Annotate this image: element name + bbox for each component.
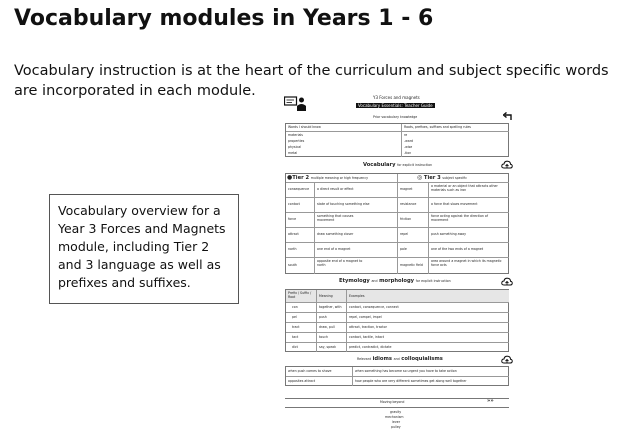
tier3-word: magnetic field: [400, 263, 423, 267]
etym-meaning: draw, pull: [319, 325, 335, 329]
idioms-heading: Relevant idioms and colloquialisms: [357, 356, 443, 362]
prior-root: -ward: [404, 139, 413, 143]
fast-forward-icon: »»: [487, 398, 494, 404]
callout-box: Vocabulary overview for a Year 3 Forces and Magnets module, including Tier 2 and 3 language as well as prefixes and suffixes.: [49, 194, 239, 304]
page-title: Vocabulary modules in Years 1 - 6: [14, 6, 434, 31]
doc-subtitle: Vocabulary Essentials: Teacher Guide: [358, 103, 433, 108]
tier3-word: pole: [400, 247, 407, 251]
prior-col-roots: Roots, prefixes, suffixes and spelling rules: [404, 125, 471, 129]
etym-root: tact: [292, 335, 299, 339]
tier3-def: push something away: [431, 232, 467, 236]
prior-word: physical: [288, 145, 302, 149]
etym-col-prefix: Prefix / Suffix / Root: [288, 291, 312, 299]
tier3-def: force acting against the direction of movement: [431, 214, 488, 222]
return-arrow-icon: [503, 112, 513, 121]
tier2-def: one end of a magnet: [317, 247, 351, 251]
tier2-word: consequence: [288, 187, 310, 191]
beyond-word: pulley: [391, 425, 401, 429]
tier2-word: contact: [288, 202, 300, 206]
doc-title: Y3 Forces and magnets: [373, 95, 420, 100]
tier2-def: something that causes movement: [317, 214, 354, 222]
etym-meaning: together, with: [319, 305, 342, 309]
tier3-word: magnet: [400, 187, 413, 191]
prior-table: [285, 123, 509, 157]
beyond-word: gravity: [390, 410, 402, 414]
prior-word: metal: [288, 151, 298, 155]
tier2-def: opposite end of a magnet to north: [317, 259, 363, 267]
tier2-def: a direct result or effect: [317, 187, 354, 191]
intro-text: Vocabulary instruction is at the heart of the curriculum and subject specific words are incorporated in each module.: [14, 63, 609, 99]
tier2-def: draw something closer: [317, 232, 354, 236]
etym-root: con: [292, 305, 298, 309]
idiom-phrase: opposites attract: [288, 379, 316, 383]
tier3-def: one of the two ends of a magnet: [431, 247, 484, 251]
idiom-phrase: when push comes to shove: [288, 369, 332, 373]
tier3-def: area around a magnet in which its magnetic force acts: [431, 259, 502, 267]
beyond-heading: Moving beyond: [380, 400, 405, 404]
prior-word: properties: [288, 139, 305, 143]
idiom-meaning: when something has become so urgent you have to take action: [355, 369, 457, 373]
tier2-word: north: [288, 247, 297, 251]
beyond-word: lever: [392, 420, 401, 424]
tier2-def: state of touching something else: [317, 202, 370, 206]
share-cloud-icon: [501, 355, 513, 365]
vocabulary-document: [281, 94, 517, 434]
prior-root: -tion: [404, 151, 412, 155]
tier3-def: a force that slows movement: [431, 202, 478, 206]
etym-root: dict: [292, 345, 298, 349]
etymology-heading: Etymology and morphology for explicit instruction: [339, 278, 451, 284]
teacher-board-icon: [284, 96, 308, 112]
etymology-table: [285, 289, 509, 352]
tier2-word: south: [288, 263, 297, 267]
etym-examples: attract, traction, tractor: [349, 325, 387, 329]
prior-label: Prior vocabulary knowledge: [373, 115, 418, 119]
tier3-word: friction: [400, 217, 412, 221]
prior-root: re: [404, 133, 408, 137]
etym-examples: predict, contradict, dictate: [349, 345, 392, 349]
tier2-word: force: [288, 217, 297, 221]
etym-examples: contact, consequence, connect: [349, 305, 399, 309]
tier2-word: attract: [288, 232, 299, 236]
share-cloud-icon: [501, 160, 513, 170]
etym-meaning: say, speak: [319, 345, 336, 349]
etym-examples: repel, compel, impel: [349, 315, 382, 319]
etym-col-meaning: Meaning: [319, 294, 333, 298]
share-cloud-icon: [501, 277, 513, 287]
etym-examples: contact, tactile, intact: [349, 335, 385, 339]
vocab-heading: Vocabulary for explicit instruction: [363, 162, 433, 168]
etym-root: tract: [292, 325, 300, 329]
prior-word: materials: [288, 133, 303, 137]
etym-meaning: push: [319, 315, 327, 319]
tier3-def: a material or an object that attracts other materials such as iron: [431, 184, 498, 192]
prior-col-words: Words I should know: [288, 125, 321, 129]
beyond-word: mechanism: [385, 415, 404, 419]
tiers-table: [285, 173, 509, 274]
idioms-table: [285, 366, 509, 386]
etym-root: pel: [292, 315, 297, 319]
etym-meaning: touch: [319, 335, 328, 339]
tier2-heading: ●Tier 2 multiple meaning or high frequency: [287, 174, 368, 181]
idiom-meaning: how people who are very different sometimes get along well together: [355, 379, 467, 383]
tier3-heading: ◎ Tier 3 subject specific: [417, 174, 467, 181]
etym-col-examples: Examples: [349, 294, 365, 298]
prior-root: -wise: [404, 145, 413, 149]
tier3-word: repel: [400, 232, 409, 236]
tier3-word: resistance: [400, 202, 417, 206]
